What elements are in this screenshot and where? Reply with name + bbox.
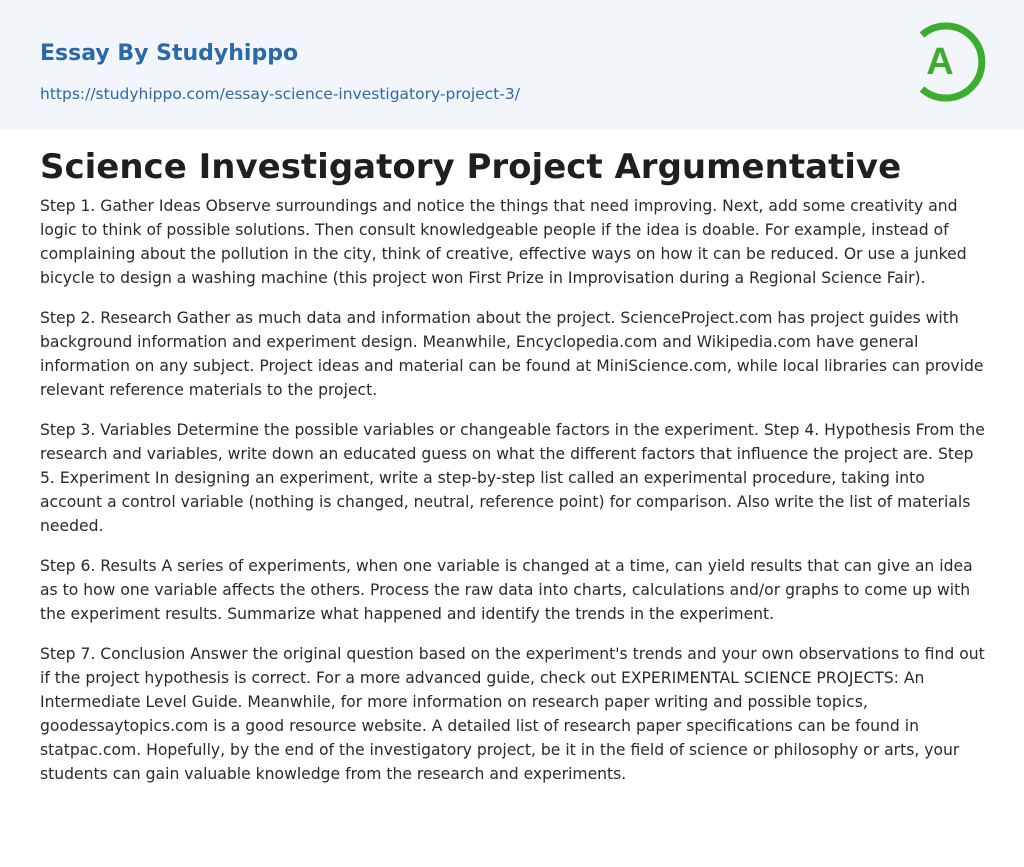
essay-url-link[interactable]: https://studyhippo.com/essay-science-investigatory-project-3/ xyxy=(40,85,520,103)
essay-paragraph-1: Step 1. Gather Ideas Observe surroundings and notice the things that need improving. Next, add some creativity and logic to think of possible solutions. Then consult knowledgeable people if the idea is doable. For example, instead of complaining about the pollution in the city, think of creative, effective ways on how it can be reduced. Or use a junked bicycle to design a washing machine (this project won First Prize in Improvisation during a Regional Science Fair). xyxy=(40,197,967,287)
site-brand[interactable]: Essay By Studyhippo xyxy=(40,41,299,66)
page-header xyxy=(0,0,1024,129)
essay-paragraph-3: Step 3. Variables Determine the possible variables or changeable factors in the experiment. Step 4. Hypothesis From the research and variables, write down an educated guess on what the different factors that influence the project are. Step 5. Experiment In designing an experiment, write a step-by-step list called an experimental procedure, taking into account a control variable (nothing is changed, neutral, reference point) for comparison. Also write the list of materials needed. xyxy=(40,421,985,535)
essay-paragraph-4: Step 6. Results A series of experiments, when one variable is changed at a time, can yield results that can give an idea as to how one variable affects the others. Process the raw data into charts, calculations and/or graphs to come up with the experiment results. Summarize what happened and identify the trends in the experiment. xyxy=(40,557,973,623)
studyhippo-logo-icon[interactable] xyxy=(912,19,988,105)
essay-paragraph-2: Step 2. Research Gather as much data and information about the project. ScienceProject.com has project guides with background information and experiment design. Meanwhile, Encyclopedia.com and Wikipedia.com have general information on any subject. Project ideas and material can be found at MiniScience.com, while local libraries can provide relevant reference materials to the project. xyxy=(40,309,984,399)
essay-body xyxy=(40,194,986,802)
essay-paragraph-5: Step 7. Conclusion Answer the original question based on the experiment's trends and your own observations to find out if the project hypothesis is correct. For a more advanced guide, check out EXPERIMENTAL SCIENCE PROJECTS: An Intermediate Level Guide. Meanwhile, for more information on research paper writing and possible topics, goodessaytopics.com is a good resource website. A detailed list of research paper specifications can be found in statpac.com. Hopefully, by the end of the investigatory project, be it in the field of science or philosophy or arts, your students can gain valuable knowledge from the research and experiments. xyxy=(40,645,985,783)
logo-letter: A xyxy=(926,41,954,83)
essay-title: Science Investigatory Project Argumentative xyxy=(40,147,902,187)
